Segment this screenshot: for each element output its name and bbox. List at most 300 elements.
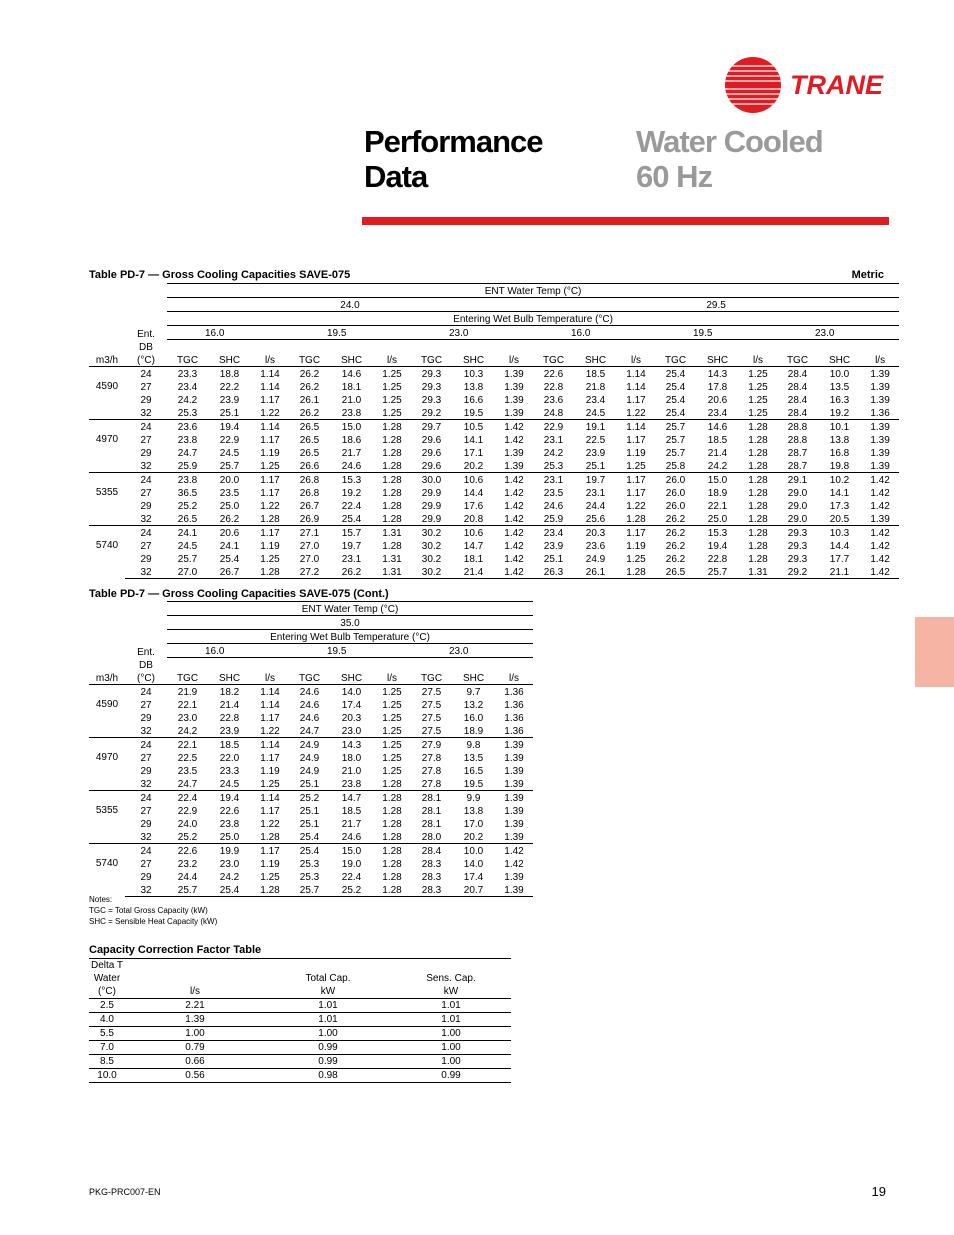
correction-cell: 1.00 bbox=[391, 1041, 511, 1055]
table2-cell: 22.0 bbox=[219, 753, 240, 764]
table1-cell: 25.7 bbox=[177, 554, 198, 565]
table2-cell: 24.2 bbox=[177, 726, 198, 737]
table1-cell: 26.5 bbox=[177, 514, 198, 525]
table1-cell: 25.7 bbox=[219, 461, 240, 472]
table1-flow-value: 5355 bbox=[95, 487, 119, 498]
table1-cell: 29.0 bbox=[787, 488, 808, 499]
table1-cell: 1.42 bbox=[495, 526, 533, 540]
table2-degc-label: (°C) bbox=[125, 671, 167, 685]
table2-cell: 18.5 bbox=[208, 738, 251, 752]
table1-cell: 25.0 bbox=[707, 514, 728, 525]
table1-cell: 20.6 bbox=[707, 395, 728, 406]
table2-cell: 24.9 bbox=[299, 753, 320, 764]
table2-flow-value: 4970 bbox=[95, 752, 119, 763]
table2-cell: 1.17 bbox=[260, 806, 280, 817]
document-id: PKG-PRC007-EN bbox=[89, 1187, 161, 1197]
table2-cell: 25.4 bbox=[289, 844, 330, 858]
table2-cell: 1.25 bbox=[382, 687, 402, 698]
table1-cell: 29.7 bbox=[411, 420, 452, 434]
table1-cell: 1.28 bbox=[748, 541, 768, 552]
correction-cell: 1.00 bbox=[265, 1027, 391, 1041]
table1-cell: 26.2 bbox=[665, 554, 686, 565]
table1-cell: 24.1 bbox=[219, 541, 240, 552]
table2-cell: 1.39 bbox=[504, 779, 524, 790]
table1-cell: 27.2 bbox=[289, 565, 330, 579]
notes-heading: Notes: bbox=[89, 895, 113, 904]
table1-cell: 26.2 bbox=[655, 526, 696, 540]
correction-cell: 7.0 bbox=[89, 1041, 125, 1055]
table2-cell: 19.9 bbox=[208, 844, 251, 858]
table2-flow-label: m3/h bbox=[89, 671, 125, 685]
table1-cell: 15.0 bbox=[696, 473, 739, 487]
correction-row bbox=[89, 1027, 511, 1041]
table1-db-value: 29 bbox=[140, 554, 152, 565]
table2-cell: 1.22 bbox=[260, 819, 280, 830]
table1-cell: 28.7 bbox=[787, 461, 808, 472]
correction-cell: 8.5 bbox=[89, 1055, 125, 1069]
table2-cell: 18.2 bbox=[219, 687, 240, 698]
table1-cell: 23.6 bbox=[167, 420, 208, 434]
table1-cell: 1.42 bbox=[504, 541, 524, 552]
table1-cell: 21.4 bbox=[707, 448, 728, 459]
table1-cell: 29.3 bbox=[777, 526, 818, 540]
table2-ent-label: Ent. bbox=[137, 646, 155, 658]
table2-cell: 20.3 bbox=[341, 713, 362, 724]
page-subtitle: Water Cooled 60 Hz bbox=[636, 124, 823, 194]
table1-cell: 23.4 bbox=[585, 395, 606, 406]
table1-col-label: TGC bbox=[655, 353, 696, 367]
table1-cell: 25.2 bbox=[177, 501, 198, 512]
table2-cell: 1.28 bbox=[382, 872, 402, 883]
table2-cell: 25.2 bbox=[289, 791, 330, 805]
brand-name: TRANE bbox=[790, 70, 883, 100]
table1-cell: 14.3 bbox=[707, 369, 728, 380]
table2-cell: 13.8 bbox=[463, 806, 484, 817]
table1-cell: 19.5 bbox=[463, 408, 484, 419]
table1-cell: 28.4 bbox=[787, 382, 808, 393]
table2-cell: 23.5 bbox=[177, 766, 198, 777]
table1-cell: 23.1 bbox=[585, 488, 606, 499]
table2-row bbox=[89, 870, 533, 883]
table1-cell: 29.0 bbox=[787, 501, 808, 512]
table1-cell: 28.7 bbox=[787, 448, 808, 459]
table1-cell: 1.42 bbox=[504, 435, 524, 446]
table2-cell: 23.8 bbox=[341, 779, 362, 790]
table1-cell: 26.0 bbox=[665, 488, 686, 499]
table2-cell: 27.8 bbox=[421, 779, 442, 790]
correction-header: Total Cap. bbox=[305, 973, 351, 984]
table2-cell: 22.5 bbox=[177, 753, 198, 764]
table1-cell: 21.4 bbox=[452, 565, 495, 579]
table1-cell: 1.25 bbox=[748, 395, 768, 406]
table2-cell: 1.19 bbox=[260, 766, 280, 777]
table1-cell: 1.39 bbox=[870, 369, 890, 380]
table1-cell: 24.2 bbox=[543, 448, 564, 459]
table1-cell: 10.3 bbox=[818, 526, 861, 540]
table1-cell: 1.28 bbox=[382, 461, 402, 472]
table2-cell: 21.4 bbox=[219, 700, 240, 711]
table1-cell: 28.4 bbox=[787, 408, 808, 419]
table1-flow-value: 4970 bbox=[95, 434, 119, 445]
table2-cell: 1.39 bbox=[504, 872, 524, 883]
table2-cell: 24.0 bbox=[177, 819, 198, 830]
table1-row bbox=[89, 486, 899, 499]
table2-cell: 27.9 bbox=[411, 738, 452, 752]
table2-db-value: 27 bbox=[140, 806, 152, 817]
table1-cell: 1.39 bbox=[504, 382, 524, 393]
correction-header bbox=[125, 972, 265, 985]
table2-cell: 1.39 bbox=[504, 766, 524, 777]
table1-cell: 1.14 bbox=[626, 382, 646, 393]
table1-cell: 30.2 bbox=[421, 554, 442, 565]
table1-flow-value bbox=[89, 565, 125, 579]
table2-wb-temp: 16.0 bbox=[167, 644, 289, 658]
table1-cell: 1.28 bbox=[260, 514, 280, 525]
table1-cell: 1.17 bbox=[626, 488, 646, 499]
table2-cell: 1.39 bbox=[495, 883, 533, 897]
table1-cell: 1.39 bbox=[861, 420, 899, 434]
table1-cell: 23.8 bbox=[167, 473, 208, 487]
table1-cell: 22.1 bbox=[707, 501, 728, 512]
table2-cell: 1.42 bbox=[504, 859, 524, 870]
correction-cell: 0.99 bbox=[265, 1041, 391, 1055]
correction-header: Water bbox=[93, 973, 121, 984]
table1-cell: 1.42 bbox=[504, 514, 524, 525]
table1-flow-value bbox=[89, 420, 125, 434]
table1-cell: 1.25 bbox=[382, 369, 402, 380]
table1-cell: 25.4 bbox=[665, 369, 686, 380]
table1-cell: 29.3 bbox=[787, 554, 808, 565]
table1-cell: 10.5 bbox=[452, 420, 495, 434]
table1-cell: 28.4 bbox=[787, 369, 808, 380]
table2-db-value: 32 bbox=[140, 726, 152, 737]
table1-cell: 23.1 bbox=[533, 473, 574, 487]
table1-cell: 1.14 bbox=[260, 369, 280, 380]
table2-flow-value bbox=[89, 685, 125, 699]
table1-cell: 18.5 bbox=[585, 369, 606, 380]
correction-cell: 0.99 bbox=[265, 1055, 391, 1069]
note-tgc: TGC = Total Gross Capacity (kW) bbox=[89, 906, 208, 915]
table2-flow-value: 5355 bbox=[95, 805, 119, 816]
table1-cell: 28.8 bbox=[787, 435, 808, 446]
table1-col-label: TGC bbox=[167, 353, 208, 367]
correction-cell: 10.0 bbox=[89, 1069, 125, 1083]
table2-ewb-label: Entering Wet Bulb Temperature (°C) bbox=[167, 630, 533, 644]
table2-cell: 25.1 bbox=[299, 806, 320, 817]
table1-cell: 23.5 bbox=[543, 488, 564, 499]
table1-col-label: l/s bbox=[617, 353, 655, 367]
table1-cell: 1.42 bbox=[870, 554, 890, 565]
table1-db-value: 32 bbox=[140, 408, 152, 419]
table2-cell: 28.1 bbox=[411, 791, 452, 805]
table1-cell: 19.7 bbox=[574, 473, 617, 487]
table1-row bbox=[89, 446, 899, 459]
table1-cell: 1.28 bbox=[739, 473, 777, 487]
table2-cell: 27.8 bbox=[421, 753, 442, 764]
table2-cell: 1.17 bbox=[251, 844, 289, 858]
table2-water-temp: 35.0 bbox=[167, 616, 533, 630]
table2-cell: 25.7 bbox=[167, 883, 208, 897]
table1-flow-value bbox=[89, 393, 125, 406]
table2-cell: 24.7 bbox=[177, 779, 198, 790]
table2-cell: 21.9 bbox=[177, 687, 198, 698]
table1-cell: 24.8 bbox=[543, 408, 564, 419]
table1-cell: 10.0 bbox=[829, 369, 850, 380]
table2-cell: 1.28 bbox=[382, 779, 402, 790]
table1-row bbox=[89, 552, 899, 565]
table2-cell: 25.0 bbox=[219, 832, 240, 843]
table2-cell: 1.39 bbox=[504, 832, 524, 843]
table1-col-label: TGC bbox=[777, 353, 818, 367]
table1-cell: 26.7 bbox=[299, 501, 320, 512]
table2-cell: 28.0 bbox=[421, 832, 442, 843]
table1-cell: 23.9 bbox=[543, 541, 564, 552]
table1-cell: 29.9 bbox=[421, 514, 442, 525]
table2-cell: 1.36 bbox=[504, 700, 524, 711]
table2-cell: 1.39 bbox=[495, 738, 533, 752]
table2-cell: 1.17 bbox=[260, 753, 280, 764]
table1-cell: 1.14 bbox=[260, 382, 280, 393]
table1-ewb-label: Entering Wet Bulb Temperature (°C) bbox=[167, 312, 899, 326]
table1-cell: 29.1 bbox=[777, 473, 818, 487]
correction-header bbox=[391, 959, 511, 973]
table1-row bbox=[89, 512, 899, 526]
table2-cell: 24.4 bbox=[177, 872, 198, 883]
table1-flow-value bbox=[89, 406, 125, 420]
table1-cell: 26.1 bbox=[574, 565, 617, 579]
page-number: 19 bbox=[871, 1184, 886, 1199]
table1-cell: 25.9 bbox=[177, 461, 198, 472]
table1-cell: 26.1 bbox=[299, 395, 320, 406]
correction-cell: 1.00 bbox=[391, 1055, 511, 1069]
table1-cell: 1.28 bbox=[382, 448, 402, 459]
table1-cell: 25.1 bbox=[585, 461, 606, 472]
table2-cell: 1.25 bbox=[260, 872, 280, 883]
table1-db-value: 32 bbox=[125, 565, 167, 579]
correction-row bbox=[89, 1013, 511, 1027]
table1-cell: 25.4 bbox=[665, 382, 686, 393]
table1-cell: 26.2 bbox=[665, 541, 686, 552]
table2-cell: 19.4 bbox=[208, 791, 251, 805]
table1-cell: 27.0 bbox=[167, 565, 208, 579]
table1-cell: 1.28 bbox=[617, 565, 655, 579]
table2-row bbox=[89, 724, 533, 738]
note-shc: SHC = Sensible Heat Capacity (kW) bbox=[89, 917, 218, 926]
table1-cell: 20.2 bbox=[463, 461, 484, 472]
table1-cell: 1.39 bbox=[504, 461, 524, 472]
table1-cell: 26.5 bbox=[289, 420, 330, 434]
table2-db-label: DB bbox=[139, 660, 153, 671]
correction-header: (°C) bbox=[89, 985, 125, 999]
table1-cell: 1.28 bbox=[748, 461, 768, 472]
correction-title: Capacity Correction Factor Table bbox=[89, 944, 262, 956]
correction-header: kW bbox=[391, 985, 511, 999]
table1-cell: 30.2 bbox=[421, 541, 442, 552]
correction-cell: 0.56 bbox=[125, 1069, 265, 1083]
table1-cell: 1.17 bbox=[251, 526, 289, 540]
table1-cell: 24.5 bbox=[585, 408, 606, 419]
table1-cell: 26.2 bbox=[299, 408, 320, 419]
table2-cell: 15.0 bbox=[330, 844, 373, 858]
table1-cell: 23.4 bbox=[533, 526, 574, 540]
table2-flow-value bbox=[89, 817, 125, 830]
table2-db-value: 32 bbox=[140, 832, 152, 843]
table2-cell: 27.5 bbox=[421, 700, 442, 711]
table1-cell: 22.8 bbox=[707, 554, 728, 565]
table1-cell: 1.22 bbox=[260, 501, 280, 512]
title-rule bbox=[362, 217, 889, 225]
table1-cell: 25.1 bbox=[219, 408, 240, 419]
table1-row bbox=[89, 459, 899, 473]
table1-cell: 1.19 bbox=[626, 448, 646, 459]
table1-cell: 26.2 bbox=[665, 514, 686, 525]
table2-cell: 22.4 bbox=[341, 872, 362, 883]
table2-cell: 1.25 bbox=[382, 766, 402, 777]
table1-cell: 17.3 bbox=[829, 501, 850, 512]
table2-cell: 22.6 bbox=[167, 844, 208, 858]
table2-cell: 1.28 bbox=[373, 844, 411, 858]
table2-cell: 23.8 bbox=[219, 819, 240, 830]
table1-db-value: 27 bbox=[140, 435, 152, 446]
table1-cell: 1.42 bbox=[495, 565, 533, 579]
table2-cell: 23.2 bbox=[177, 859, 198, 870]
correction-header: l/s bbox=[125, 985, 265, 999]
table2-cell: 1.39 bbox=[504, 819, 524, 830]
table2-cell: 1.25 bbox=[382, 713, 402, 724]
table1-cell: 18.8 bbox=[219, 369, 240, 380]
table1-cell: 26.7 bbox=[208, 565, 251, 579]
correction-cell: 5.5 bbox=[89, 1027, 125, 1041]
table1-cell: 1.39 bbox=[504, 369, 524, 380]
table1-row bbox=[89, 393, 899, 406]
table1-cell: 29.3 bbox=[421, 369, 442, 380]
correction-cell: 4.0 bbox=[89, 1013, 125, 1027]
table1-cell: 24.1 bbox=[167, 526, 208, 540]
table1-cell: 1.14 bbox=[251, 420, 289, 434]
table1-cell: 1.39 bbox=[504, 448, 524, 459]
table1-cell: 1.22 bbox=[260, 408, 280, 419]
table2-cell: 1.14 bbox=[251, 738, 289, 752]
table1-cell: 16.3 bbox=[829, 395, 850, 406]
trane-logo bbox=[724, 54, 894, 116]
table1-cell: 20.5 bbox=[829, 514, 850, 525]
table1-cell: 1.14 bbox=[617, 420, 655, 434]
table1-cell: 1.25 bbox=[748, 382, 768, 393]
correction-cell: 1.00 bbox=[125, 1027, 265, 1041]
table1-cell: 1.28 bbox=[748, 514, 768, 525]
table2-cell: 25.2 bbox=[177, 832, 198, 843]
table1-cell: 17.8 bbox=[707, 382, 728, 393]
table1-db-value: 24 bbox=[125, 473, 167, 487]
table1-cell: 1.39 bbox=[870, 395, 890, 406]
table2-cell: 28.1 bbox=[421, 806, 442, 817]
table2-cell: 25.1 bbox=[299, 779, 320, 790]
table1-cell: 1.19 bbox=[260, 448, 280, 459]
table2-cell: 24.2 bbox=[219, 872, 240, 883]
table1-cell: 1.28 bbox=[373, 473, 411, 487]
table1-db-value: 27 bbox=[140, 382, 152, 393]
table1-cell: 36.5 bbox=[177, 488, 198, 499]
table1-cell: 18.1 bbox=[463, 554, 484, 565]
page-title: Performance Data bbox=[364, 124, 543, 194]
table2-cell: 27.5 bbox=[421, 713, 442, 724]
table1-cell: 1.17 bbox=[251, 473, 289, 487]
table2-cell: 9.9 bbox=[452, 791, 495, 805]
table1-cell: 1.39 bbox=[870, 448, 890, 459]
table2-cell: 24.6 bbox=[299, 713, 320, 724]
table2-db-value: 27 bbox=[140, 753, 152, 764]
table1-cell: 23.1 bbox=[543, 435, 564, 446]
table1-cell: 29.2 bbox=[421, 408, 442, 419]
table1-cell: 25.7 bbox=[655, 420, 696, 434]
table2-cell: 1.25 bbox=[373, 738, 411, 752]
table1-cell: 25.4 bbox=[219, 554, 240, 565]
table1-row bbox=[89, 526, 899, 540]
table2-cell: 9.7 bbox=[466, 687, 481, 698]
table2-cell: 13.2 bbox=[463, 700, 484, 711]
table2-cell: 24.6 bbox=[299, 700, 320, 711]
table1-degc-label: (°C) bbox=[125, 353, 167, 367]
table1-cell: 16.8 bbox=[829, 448, 850, 459]
table2-db-value: 27 bbox=[140, 700, 152, 711]
table2-cell: 27.8 bbox=[421, 766, 442, 777]
table1-cell: 24.6 bbox=[543, 501, 564, 512]
table1-flow-label: m3/h bbox=[89, 353, 125, 367]
table1-row bbox=[89, 565, 899, 579]
table1-cell: 1.25 bbox=[748, 408, 768, 419]
table1-cell: 22.9 bbox=[219, 435, 240, 446]
table1-cell: 26.5 bbox=[299, 448, 320, 459]
table1-cell: 29.0 bbox=[787, 514, 808, 525]
table2-cell: 20.2 bbox=[463, 832, 484, 843]
table1-cell: 1.42 bbox=[495, 420, 533, 434]
table1-cell: 19.2 bbox=[341, 488, 362, 499]
table1-cell: 25.8 bbox=[665, 461, 686, 472]
table2-cell: 22.9 bbox=[177, 806, 198, 817]
table2-cell: 22.1 bbox=[177, 700, 198, 711]
table1-cell: 1.28 bbox=[251, 565, 289, 579]
table1-cell: 26.6 bbox=[299, 461, 320, 472]
table2-cell: 1.14 bbox=[251, 791, 289, 805]
table2-cell: 25.4 bbox=[299, 832, 320, 843]
table1-cell: 1.17 bbox=[260, 435, 280, 446]
table1-cell: 1.28 bbox=[739, 526, 777, 540]
table2-cell: 1.14 bbox=[260, 687, 280, 698]
table1-cell: 10.6 bbox=[452, 526, 495, 540]
table1-title: Table PD-7 — Gross Cooling Capacities SAVE-075 bbox=[89, 269, 351, 281]
table2-cell: 17.4 bbox=[463, 872, 484, 883]
table2-cell: 1.17 bbox=[260, 713, 280, 724]
table1-db-value: 29 bbox=[140, 395, 152, 406]
table1-cell: 1.19 bbox=[260, 541, 280, 552]
table2-cell: 25.7 bbox=[289, 883, 330, 897]
table2-col-label: TGC bbox=[289, 671, 330, 685]
table2-cell: 24.7 bbox=[299, 726, 320, 737]
table1-cell: 26.2 bbox=[299, 382, 320, 393]
table2-cell: 23.0 bbox=[177, 713, 198, 724]
table1-cell: 13.8 bbox=[463, 382, 484, 393]
table2-flow-value bbox=[89, 764, 125, 777]
table1-cell: 26.5 bbox=[655, 565, 696, 579]
table1-cell: 14.6 bbox=[341, 369, 362, 380]
table1-cell: 14.1 bbox=[829, 488, 850, 499]
table1-cell: 26.2 bbox=[330, 565, 373, 579]
table1-cell: 20.0 bbox=[208, 473, 251, 487]
table1-col-label: SHC bbox=[452, 353, 495, 367]
table1-cell: 24.6 bbox=[341, 461, 362, 472]
table1-cell: 25.3 bbox=[177, 408, 198, 419]
table1-cell: 15.0 bbox=[330, 420, 373, 434]
